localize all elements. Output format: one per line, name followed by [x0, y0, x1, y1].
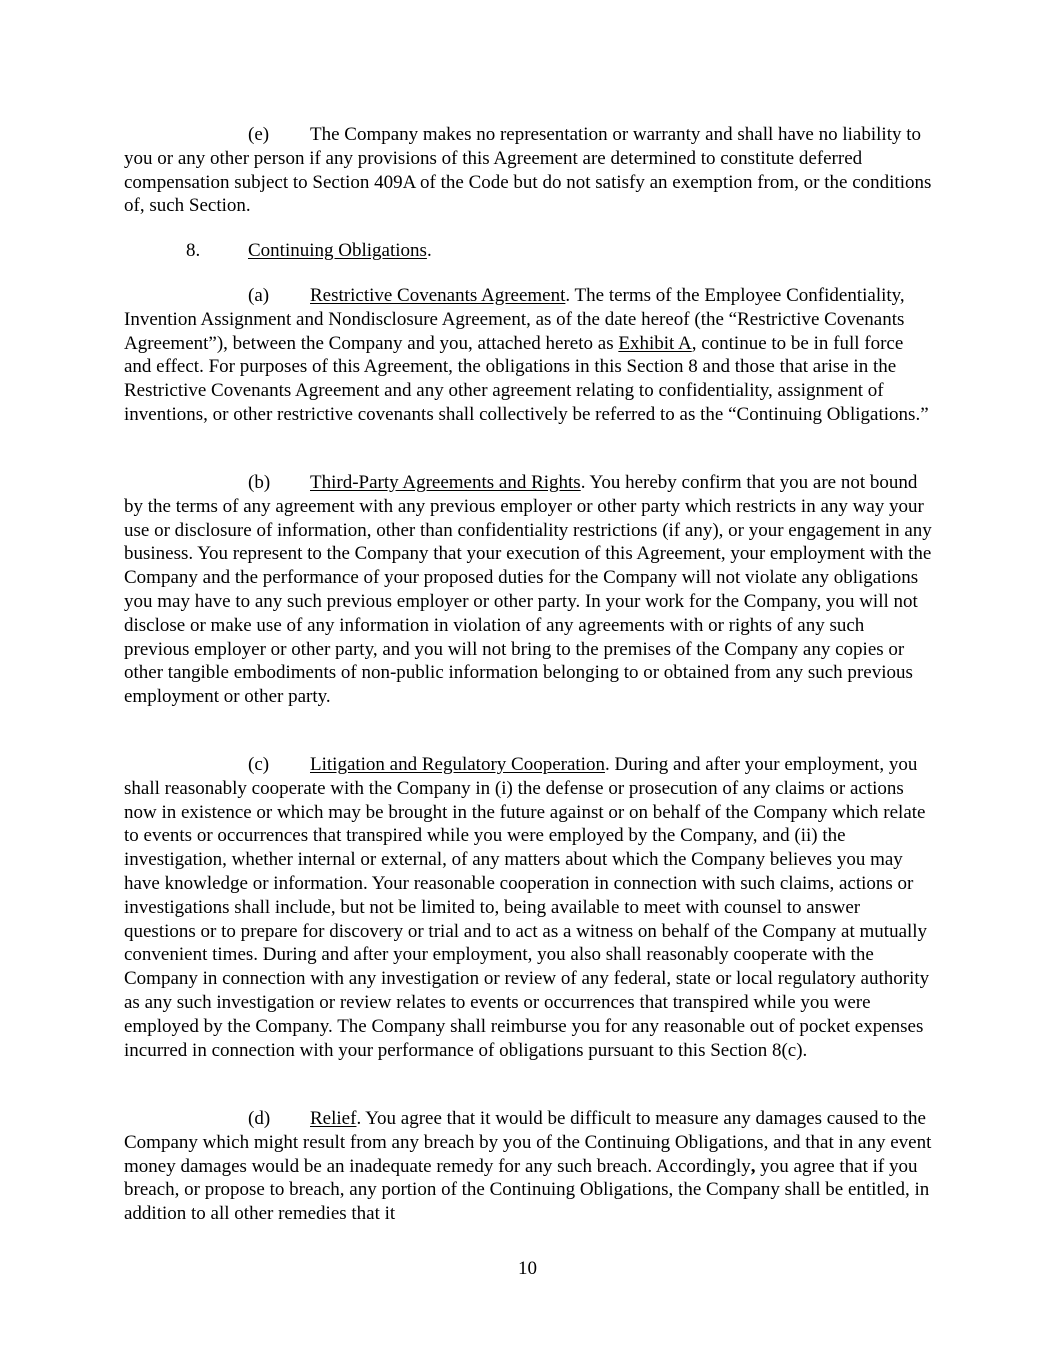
- page-number: 10: [518, 1258, 537, 1279]
- paragraph-7e: [124, 123, 932, 218]
- paragraph-label: (b): [248, 472, 271, 493]
- paragraph-title: Litigation and Regulatory Cooperation: [310, 754, 605, 775]
- paragraph-8b: [124, 471, 932, 709]
- paragraph-title: Restrictive Covenants Agreement: [310, 285, 566, 306]
- exhibit-a-reference: Exhibit A: [618, 332, 692, 354]
- paragraph-8c: [124, 753, 932, 1062]
- paragraph-8a: [124, 284, 932, 427]
- paragraph-title: Relief: [310, 1108, 357, 1129]
- section-8-heading: 8. Continuing Obligations.: [186, 240, 432, 261]
- paragraph-text: . The terms of the Employee Confidentiality, Invention Assignment and Nondisclosure Agreement, as of the date hereof (the “Restrictive Covenants Agreement”), between the Company and you, attached hereto as: [124, 285, 905, 354]
- paragraph-text: . During and after your employment, you shall reasonably cooperate with the Company in (i) the defense or prosecution of any claims or actions now in existence or which may be brought in the future against or on behalf of the Company which relate to events or occurrences that transpired while you were employed by the Company, and (ii) the investigation, whether internal or external, of any matters about which the Company believes you may have knowledge or information. Your reasonable cooperation in connection with such claims, actions or investigations shall include, but not be limited to, being available to meet with counsel to answer questions or to prepare for discovery or trial and to act as a witness on behalf of the Company at mutually convenient times. During and after your employment, you also shall reasonably cooperate with the Company in connection with any investigation or review of any federal, state or local regulatory authority as any such investigation or review relates to events or occurrences that transpired while you were employed by the Company. The Company shall reimburse you for any reasonable out of pocket expenses incurred in connection with your performance of obligations pursuant to this Section 8(c).: [124, 754, 930, 1061]
- paragraph-8d: (d) Relief. You agree that it would be difficult to measure any damages caused to the Company which might result from any breach by you of the Continuing Obligations, and that in any event money damages would be an inadequate remedy for any such breach. Accordingly, you agree that if you breach, or propose to breach, any portion of the Continuing Obligations, the Company shall be entitled, in addition to all other remedies that it: [124, 1108, 932, 1225]
- paragraph-label: (e): [248, 124, 270, 145]
- paragraph-label: (a): [248, 285, 270, 306]
- paragraph-label: (d): [248, 1108, 271, 1129]
- paragraph-text: The Company makes no representation or warranty and shall have no liability to you or any other person if any provisions of this Agreement are determined to constitute deferred compensation subject to Section 409A of the Code but do not satisfy an exemption from, or the conditions of, such Section.: [124, 124, 932, 217]
- section-title: Continuing Obligations: [248, 240, 427, 261]
- paragraph-text: . You agree that it would be difficult to measure any damages caused to the Company which might result from any breach by you of the Continuing Obligations, and that in any event money damages would be an inadequate remedy for any such breach. Accordingly: [124, 1108, 932, 1177]
- paragraph-text: . You hereby confirm that you are not bound by the terms of any agreement with any previous employer or other party which restricts in any way your use or disclosure of information, other than confidentiality restrictions (if any), or your engagement in any business. You represent to the Company that your execution of this Agreement, your employment with the Company and the performance of your proposed duties for the Company will not violate any obligations you may have to any such previous employer or other party. In your work for the Company, you will not disclose or make use of any information in violation of any agreements with or rights of any such previous employer or other party, and you will not bring to the premises of the Company any copies or other tangible embodiments of non-public information belonging to or obtained from any such previous employment or other party.: [124, 472, 932, 708]
- paragraph-label: (c): [248, 754, 270, 775]
- paragraph-title: Third-Party Agreements and Rights: [310, 472, 581, 493]
- paragraph-text: , continue to be in full force and effect. For purposes of this Agreement, the obligations in this Section 8 and those that arise in the Restrictive Covenants Agreement and any other agreement relating to confidentiality, assignment of inventions, or other restrictive covenants shall collectively be referred to as the “Continuing Obligations.”: [124, 332, 929, 425]
- section-number: 8.: [186, 240, 201, 261]
- paragraph-text: you agree that if you breach, or propose to breach, any portion of the Continuing Obligations, the Company shall be entitled, in addition to all other remedies that it: [124, 1155, 930, 1225]
